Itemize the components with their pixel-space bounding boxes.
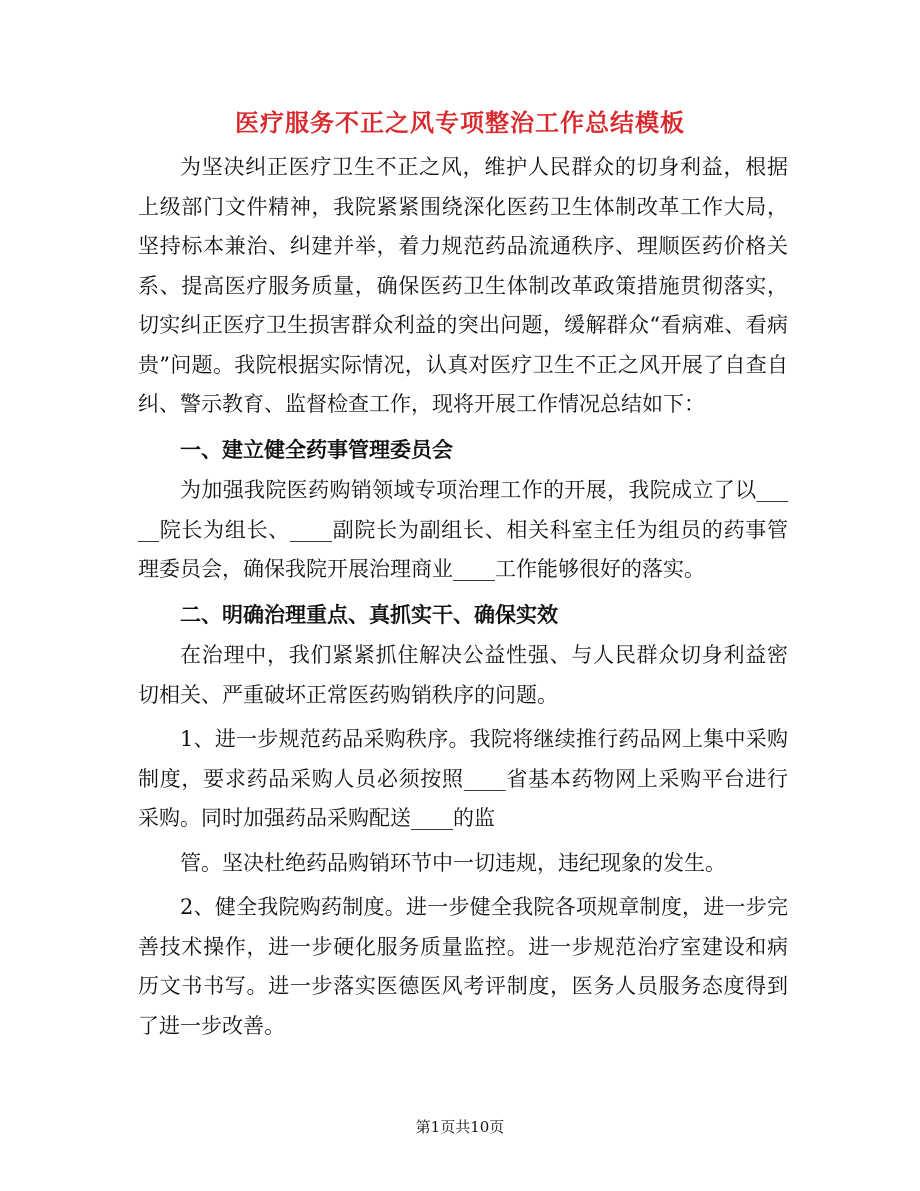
- section-heading-1: 一、建立健全药事管理委员会: [180, 436, 453, 462]
- item-2-paragraph: 2、健全我院购药制度。进一步健全我院各项规章制度，进一步完善技术操作，进一步硬化服务质量监控。进一步规范治疗室建设和病历文书书写。进一步落实医德医风考评制度，医务人员服务态度得到了进一步改善。: [138, 895, 788, 1038]
- section-1-paragraph: 为加强我院医药购销领域专项治理工作的开展，我院成立了以_____院长为组长、____副院长为副组长、相关科室主任为组员的药事管理委员会，确保我院开展治理商业____工作能够很好的落实。: [138, 478, 788, 581]
- intro-paragraph: 为坚决纠正医疗卫生不正之风，维护人民群众的切身利益，根据上级部门文件精神，我院紧紧围绕深化医药卫生体制改革工作大局，坚持标本兼治、纠建并举，着力规范药品流通秩序、理顺医药价格关系、提高医疗服务质量，确保医药卫生体制改革政策措施贯彻落实，切实纠正医疗卫生损害群众利益的突出问题，缓解群众“看病难、看病贵”问题。我院根据实际情况，认真对医疗卫生不正之风开展了自查自纠、警示教育、监督检查工作，现将开展工作情况总结如下：: [138, 155, 788, 416]
- item-1-continuation: 管。坚决杜绝药品购销环节中一切违规，违纪现象的发生。: [180, 850, 726, 875]
- section-heading-2: 二、明确治理重点、真抓实干、确保实效: [180, 601, 558, 627]
- item-1-paragraph: 1、进一步规范药品采购秩序。我院将继续推行药品网上集中采购制度，要求药品采购人员必须按照____省基本药物网上采购平台进行采购。同时加强药品采购配送____的监: [138, 727, 788, 830]
- page-footer: 第1页共10页: [415, 1118, 505, 1136]
- section-2-paragraph: 在治理中，我们紧紧抓住解决公益性强、与人民群众切身利益密切相关、严重破坏正常医药购销秩序的问题。: [138, 643, 788, 707]
- document-body: [138, 148, 788, 1046]
- document-title: 医疗服务不正之风专项整治工作总结模板: [235, 108, 685, 137]
